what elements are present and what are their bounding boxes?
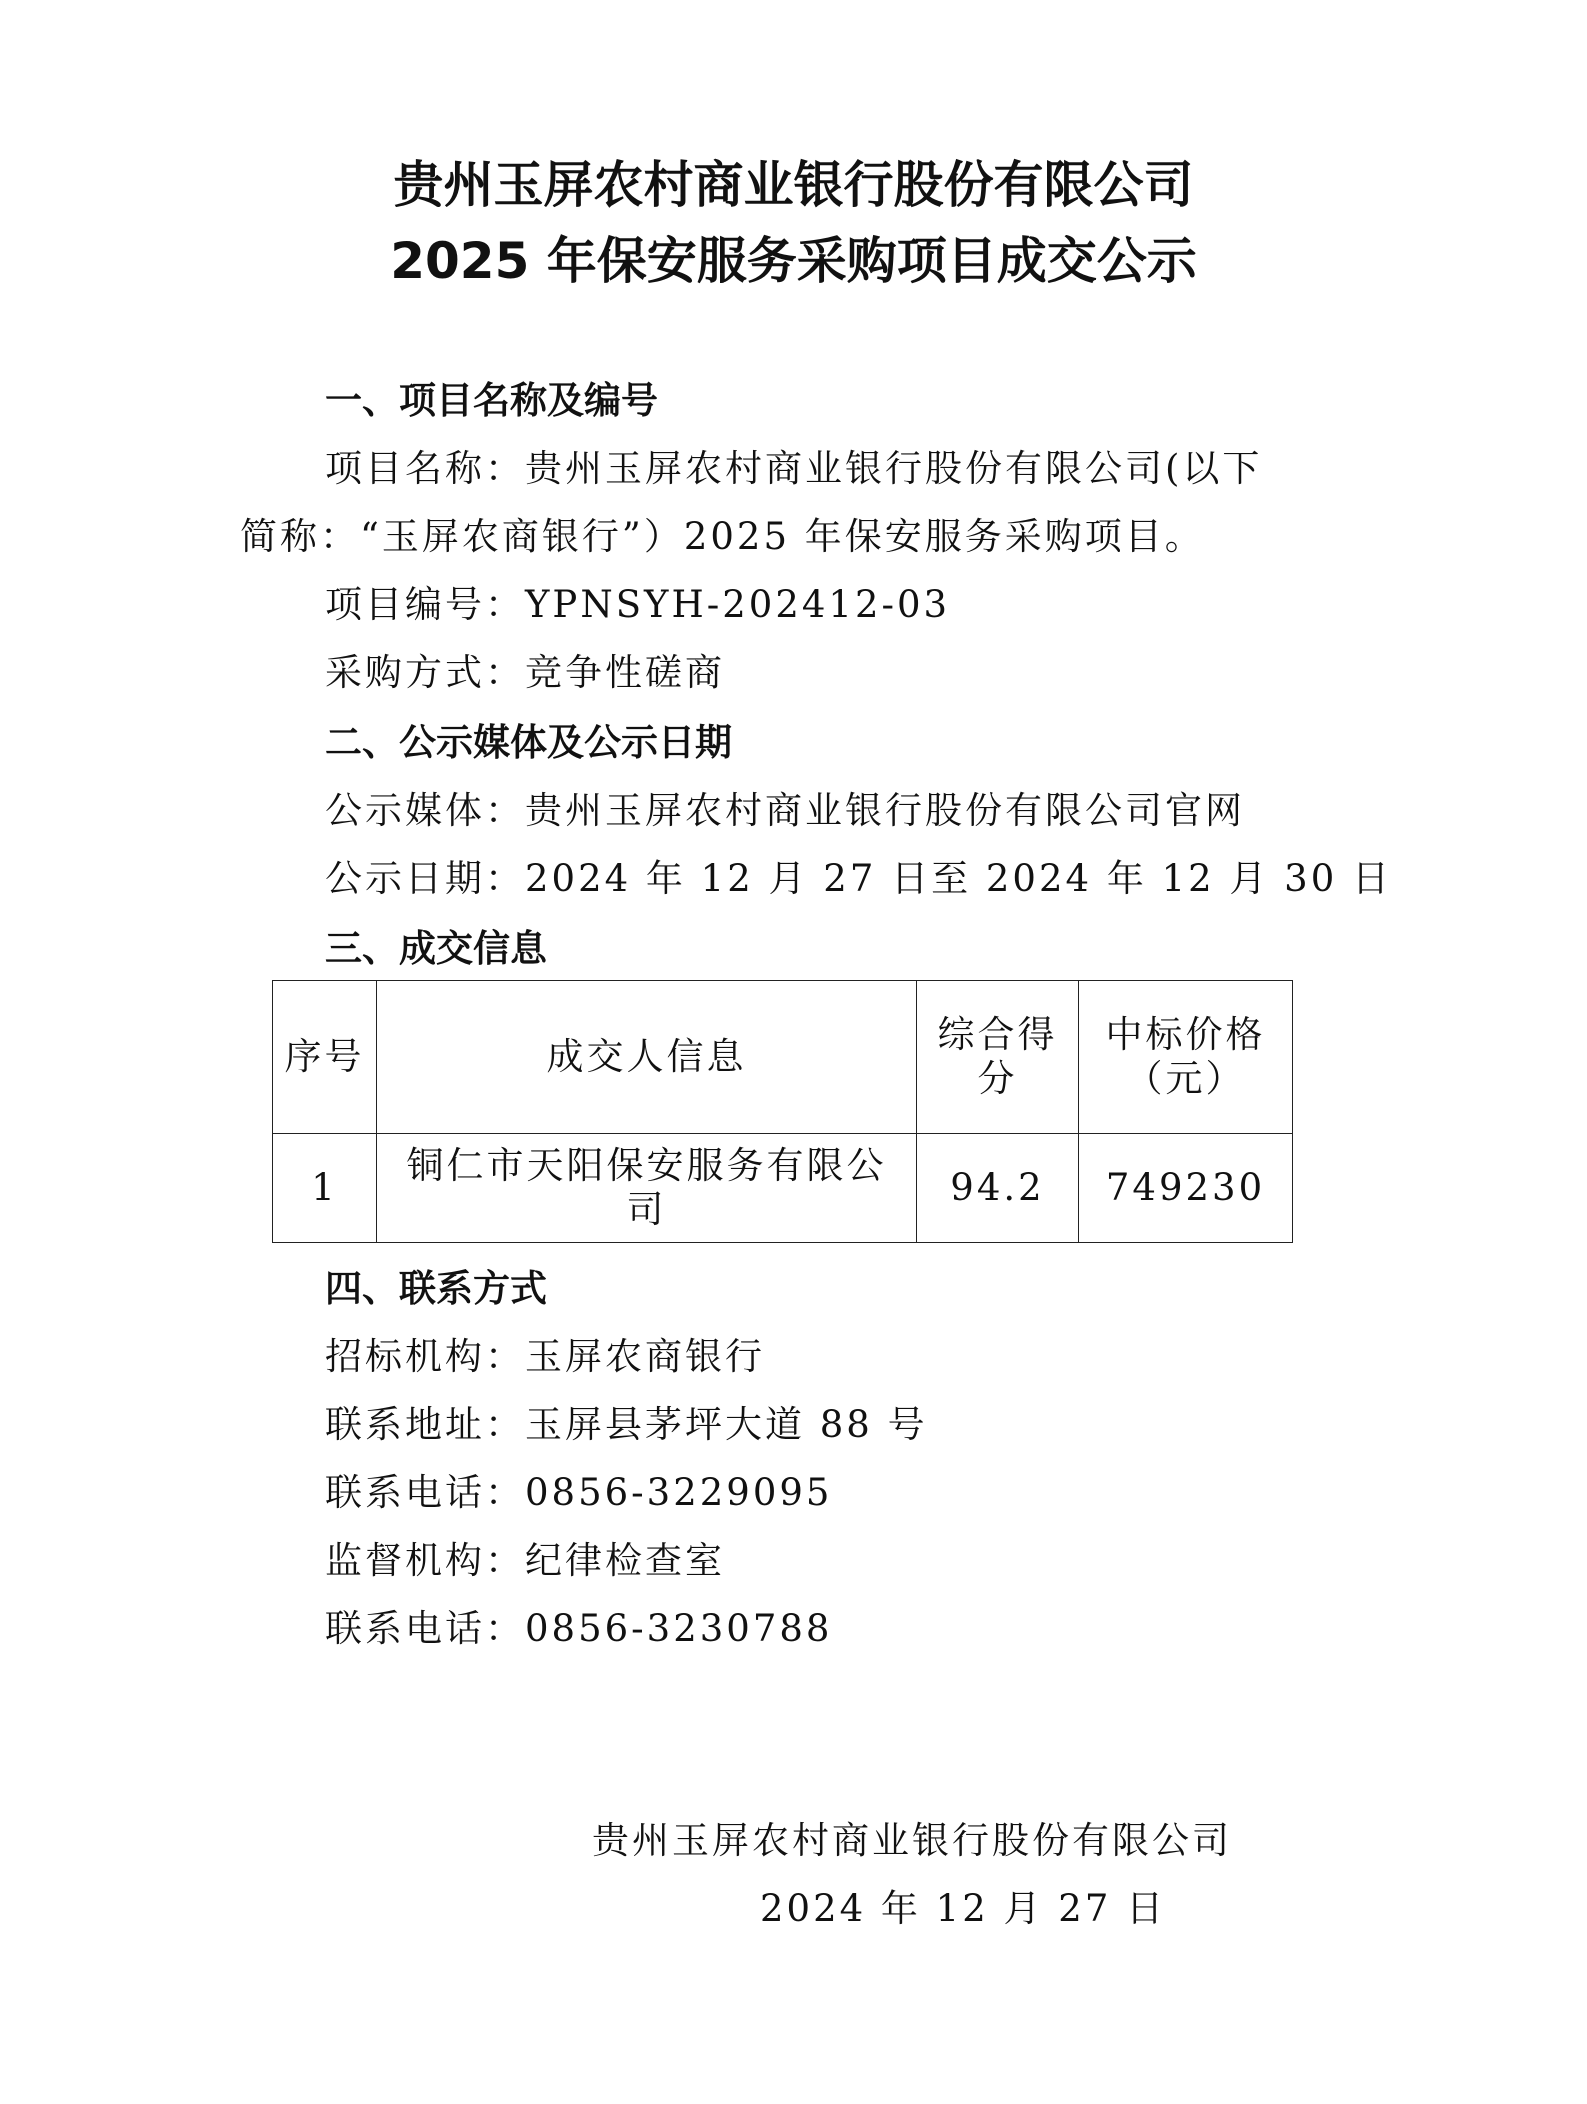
table-row	[273, 1134, 1293, 1243]
procurement-method: 采购方式：竞争性磋商	[325, 651, 725, 694]
table-cell: 铜仁市天阳保安服务有限公司	[377, 1134, 917, 1243]
contact-phone-2: 联系电话：0856-3230788	[325, 1607, 833, 1650]
table-header-cell: 中标价格（元）	[1079, 981, 1293, 1134]
table-cell: 1	[273, 1134, 377, 1243]
section2-heading: 二、公示媒体及公示日期	[325, 721, 732, 764]
table-cell: 749230	[1079, 1134, 1293, 1243]
document-title-line2: 2025 年保安服务采购项目成交公示	[390, 232, 1197, 290]
section4-heading: 四、联系方式	[325, 1267, 547, 1310]
contact-phone-1: 联系电话：0856-3229095	[325, 1471, 833, 1514]
project-number: 项目编号：YPNSYH-202412-03	[325, 583, 951, 626]
table-cell: 94.2	[917, 1134, 1079, 1243]
table-header-cell: 成交人信息	[377, 981, 917, 1134]
document-title-line1: 贵州玉屏农村商业银行股份有限公司	[393, 156, 1194, 214]
project-name-line2: 简称：“玉屏农商银行”）2025 年保安服务采购项目。	[240, 515, 1205, 558]
contact-address: 联系地址：玉屏县茅坪大道 88 号	[325, 1403, 928, 1446]
section1-heading: 一、项目名称及编号	[325, 379, 658, 422]
signature-organization: 贵州玉屏农村商业银行股份有限公司	[592, 1819, 1232, 1862]
table-header-row	[273, 981, 1293, 1134]
section3-heading: 三、成交信息	[325, 927, 547, 970]
table-header-cell: 综合得分	[917, 981, 1079, 1134]
project-name-line1: 项目名称：贵州玉屏农村商业银行股份有限公司(以下	[325, 447, 1263, 490]
signature-date: 2024 年 12 月 27 日	[760, 1887, 1167, 1930]
table-header-cell: 序号	[273, 981, 377, 1134]
publication-dates: 公示日期：2024 年 12 月 27 日至 2024 年 12 月 30 日	[325, 857, 1393, 900]
supervisory-body: 监督机构：纪律检查室	[325, 1539, 725, 1582]
contact-agency: 招标机构：玉屏农商银行	[325, 1335, 765, 1378]
publication-media: 公示媒体：贵州玉屏农村商业银行股份有限公司官网	[325, 789, 1245, 832]
result-table	[272, 980, 1293, 1243]
